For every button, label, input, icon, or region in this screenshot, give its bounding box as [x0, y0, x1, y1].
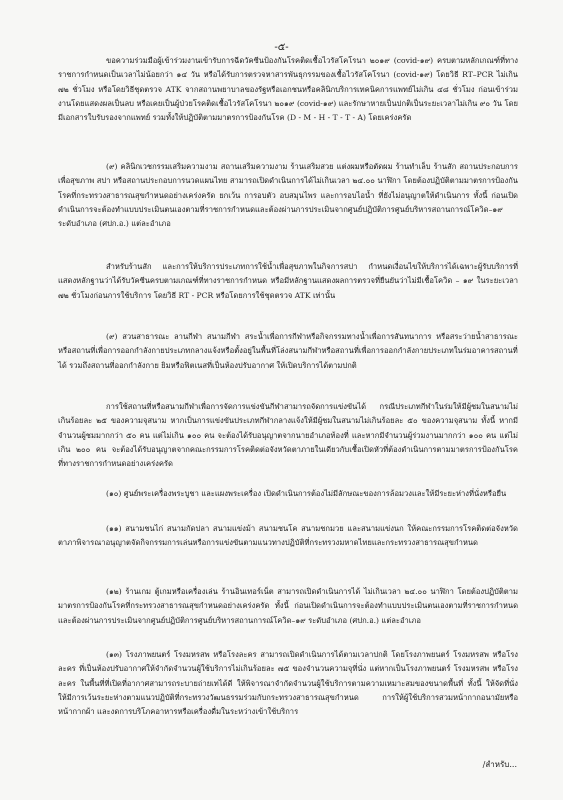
paragraph-cinemas-theaters: (๑๓) โรงภาพยนตร์ โรงมหรสพ หรือโรงละคร สามารถเปิดดำเนินการได้ตามเวลาปกติ โดยโรงภาพยนตร์ โรงมหรสพ หรือโรงละคร ที่เป็นห้องปรับอากาศให้จำกัดจำนวนผู้ใช้บริการไม่เกินร้อยละ ๗๕ ของจำนวนความจุที่นั่ง แต่หากเป็นโรงภาพยนตร์ โรงมหรสพ หรือโรงละคร ในพื้นที่ที่เปิดที่อากาศสามารถระบายถ่ายเทได้ดี ให้พิจารณาจำกัดจำนวนผู้ใช้บริการตามความเหมาะสมของขนาดพื้นที่ ทั้งนี้ ให้จัดที่นั่งให้มีการเว้นระยะห่างตามแนวปฏิบัติที่กระทรวงวัฒนธรรมร่วมกับกระทรวงสาธารณสุขกำหนด การให้ผู้ใช้บริการสวมหน้ากากอนามัยหรือหน้ากากผ้า และงดการบริโภคอาหารหรือเครื่องดื่มในระหว่างเข้าใช้บริการ	[58, 650, 518, 717]
paragraph-parks-sports: (๙) สวนสาธารณะ ลานกีฬา สนามกีฬา สระน้ำเพื่อการกีฬาหรือกิจกรรมทางน้ำเพื่อการสันทนาการ หรือสระว่ายน้ำสาธารณะ หรือสถานที่เพื่อการออกกำลังกายประเภทกลางแจ้งหรือตั้งอยู่ในพื้นที่โล่งสนามกีฬาหรือสถานที่เพื่อการออกกำลังกายประเภทในร่มอาคารสถานที่ได้ รวมถึงสถานที่ออกกำลังกาย ยิมหรือฟิตเนสที่เป็นห้องปรับอากาศ ให้เปิดบริการได้ตามปกติ	[58, 332, 518, 370]
paragraph-vaccination-requirement: ขอความร่วมมือผู้เข้าร่วมงานเข้ารับการฉีดวัคซีนป้องกันโรคติดเชื้อไวรัสโคโรนา ๒๐๑๙ (covid-๑๙) ครบตามหลักเกณฑ์ที่ทางราชการกำหนดเป็นเวลาไม่น้อยกว่า ๑๔ วัน หรือได้รับการตรวจหาสารพันธุกรรมของเชื้อไวรัสโคโรนา (covid-๑๙) โดยวิธี RT–PCR ไม่เกิน ๗๒ ชั่วโมง หรือโดยวิธีชุดตรวจ ATK จากสถานพยาบาลของรัฐหรือเอกชนหรือคลินิกบริการเทคนิคการแพทย์ไม่เกิน ๔๘ ชั่วโมง ก่อนเข้าร่วมงานโดยแสดงผลเป็นลบ หรือเคยเป็นผู้ป่วยโรคติดเชื้อไวรัสโคโรนา ๒๐๑๙ (covid-๑๙) และรักษาหายเป็นปกติเป็นระยะเวลาไม่เกิน ๙๐ วัน โดยมีเอกสารใบรับรองจากแพทย์ รวมทั้งให้ปฏิบัติตามมาตรการป้องกันโรค (D - M - H - T - T - A) โดยเคร่งครัด	[58, 56, 518, 123]
paragraph-game-shops: (๑๒) ร้านเกม ตู้เกมหรือเครื่องเล่น ร้านอินเทอร์เน็ต สามารถเปิดดำเนินการได้ ไม่เกินเวลา ๒๔.๐๐ นาฬิกา โดยต้องปฏิบัติตามมาตรการป้องกันโรคที่กระทรวงสาธารณสุขกำหนดอย่างเคร่งครัด ทั้งนี้ ก่อนเปิดดำเนินการจะต้องทำแบบประเมินตนเองตามที่ราชการกำหนดและต้องผ่านการประเมินจากศูนย์ปฏิบัติการศูนย์บริหารสถานการณ์โควิด–๑๙ ระดับอำเภอ (ศปก.อ.) แต่ละอำเภอ	[58, 587, 518, 625]
paragraph-animal-arenas: (๑๑) สนามชนไก่ สนามกัดปลา สนามแข่งม้า สนามชนโค สนามชกมวย และสนามแข่งนก ให้คณะกรรมการโรคติดต่อจังหวัดตาภาพิจารณาอนุญาตจัดกิจกรรมการเล่นหรือการแข่งขันตามแนวทางปฏิบัติที่กระทรวงมหาดไทยและกระทรวงสาธารณสุขกำหนด	[58, 524, 518, 548]
paragraph-sports-events: การใช้สถานที่หรือสนามกีฬาเพื่อการจัดการแข่งขันกีฬาสามารถจัดการแข่งขันได้ กรณีประเภทกีฬาในร่มให้มีผู้ชมในสนามไม่เกินร้อยละ ๒๕ ของความจุสนาม หากเป็นการแข่งขันประเภทกีฬากลางแจ้งให้มีผู้ชมในสนามไม่เกินร้อยละ ๕๐ ของความจุสนาม ทั้งนี้ หากมีจำนวนผู้ชมมากกว่า ๕๐ คน แต่ไม่เกิน ๑๐๐ คน จะต้องได้รับอนุญาตจากนายอำเภอท้องที่ และหากมีจำนวนผู้ร่วมงานมากกว่า ๑๐๐ คน แต่ไม่เกิน ๒๐๐ คน จะต้องได้รับอนุญาตจากคณะกรรมการโรคติดต่อจังหวัดตาภายในเดียวกับเชื้อเปิดหัวที่ต้องดำเนินการตามมาตรการป้องกันโรคที่ทางราชการกำหนดอย่างเคร่งครัด	[58, 402, 518, 469]
page-number: -๕-	[274, 42, 289, 53]
paragraph-clinic-spa: (๙) คลินิกเวชกรรมเสริมความงาม สถานเสริมความงาม ร้านเสริมสวย แต่งผมหรือตัดผม ร้านทำเล็บ ร้านสัก สถานประกอบการเพื่อสุขภาพ สปา หรือสถานประกอบการนวดแผนไทย สามารถเปิดดำเนินการได้ไม่เกินเวลา ๒๔.๐๐ นาฬิกา โดยต้องปฏิบัติตามมาตรการป้องกันโรคที่กระทรวงสาธารณสุขกำหนดอย่างเคร่งครัด ยกเว้น การอบตัว อบสมุนไพร และการอบไอน้ำ ที่ยังไม่อนุญาตให้ดำเนินการ ทั้งนี้ ก่อนเปิดดำเนินการจะต้องทำแบบประเมินตนเองตามที่ราชการกำหนดและต้องผ่านการประเมินจากศูนย์ปฏิบัติการศูนย์บริหารสถานการณ์โควิด–๑๙ ระดับอำเภอ (ศปก.อ.) แต่ละอำเภอ	[58, 162, 518, 229]
paragraph-tattoo-spa-conditions: สำหรับร้านสัก และการให้บริการประเภทการใช้น้ำเพื่อสุขภาพในกิจการสปา กำหนดเงื่อนไขให้บริการได้เฉพาะผู้รับบริการที่แสดงหลักฐานว่าได้รับวัคซีนครบตามเกณฑ์ที่ทางราชการกำหนด หรือมีหลักฐานแสดงผลการตรวจที่ยืนยันว่าไม่มีเชื้อโควิด – ๑๙ ในระยะเวลา ๗๒ ชั่วโมงก่อนการใช้บริการ โดยวิธี RT - PCR หรือโดยการใช้ชุดตรวจ ATK เท่านั้น	[58, 262, 518, 300]
paragraph-amulet-centers: (๑๐) ศูนย์พระเครื่องพระบูชา และแผงพระเครื่อง เปิดดำเนินการต้องไม่มีลักษณะของการล้อมวงและให้มีระยะห่างที่นั่งหรือยืน	[106, 489, 507, 498]
continuation-marker: /สำหรับ...	[482, 760, 517, 769]
